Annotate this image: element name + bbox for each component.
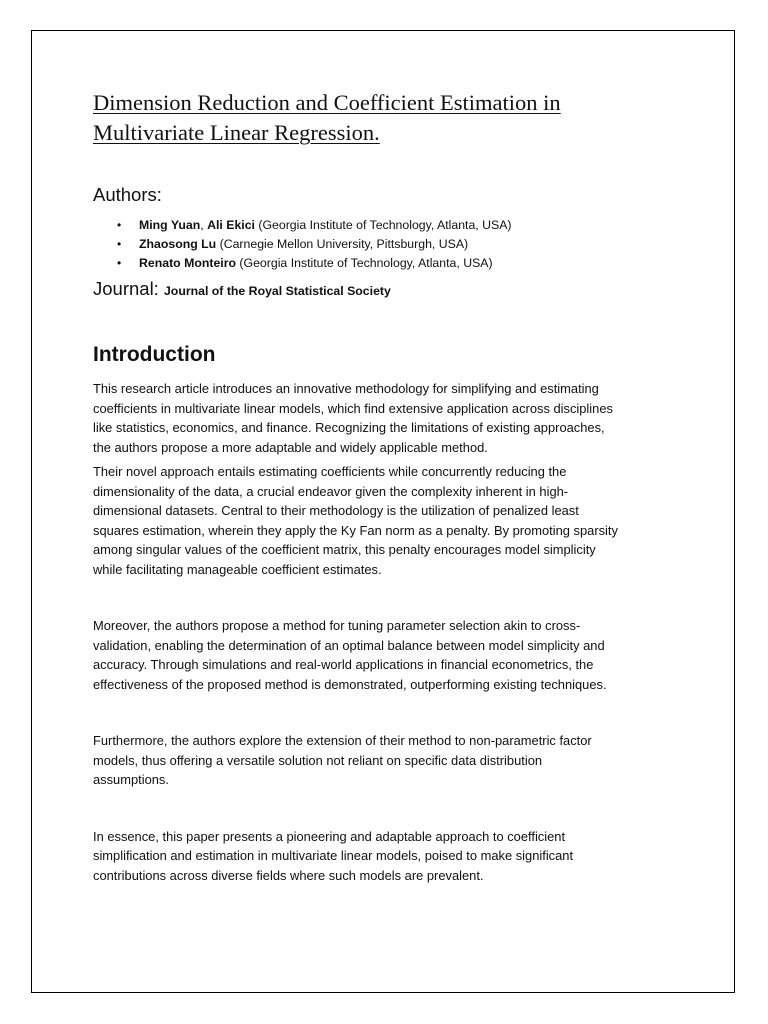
bullet-icon: • [117, 237, 122, 251]
journal-name: Journal of the Royal Statistical Society [163, 284, 391, 298]
paragraph [93, 731, 683, 790]
author-list [93, 216, 683, 273]
paragraph-line: coefficients in multivariate linear models, which find extensive application across disciplines [93, 400, 613, 416]
paragraph-line: assumptions. [93, 772, 169, 787]
paragraph [93, 379, 683, 457]
paragraph-line: dimensional datasets. Central to their methodology is the utilization of penalized least [93, 503, 579, 518]
paragraph-line: validation, enabling the determination of an optimal balance between model simplicity and [93, 637, 605, 653]
paragraph-line: Moreover, the authors propose a method for tuning parameter selection akin to cross- [93, 618, 581, 633]
paragraph-line: dimensionality of the data, a crucial endeavor given the complexity inherent in high- [93, 483, 569, 499]
section-heading: Introduction [93, 343, 216, 366]
paragraph [93, 462, 683, 579]
authors-heading: Authors: [93, 184, 162, 205]
bullet-icon: • [117, 256, 122, 270]
author-item [117, 235, 683, 254]
paragraph-line: among singular values of the coefficient matrix, this penalty encourages model simplicity [93, 542, 596, 557]
author-item [117, 254, 683, 273]
paragraph-line: squares estimation, wherein they apply the Ky Fan norm as a penalty. By promoting sparsity [93, 522, 618, 538]
paragraph-line: accuracy. Through simulations and real-world applications in financial econometrics, the [93, 657, 594, 672]
paragraph-line: while facilitating manageable coefficient estimates. [93, 561, 382, 577]
author-item [117, 216, 683, 235]
document-page [31, 30, 735, 993]
paragraph [93, 616, 683, 694]
journal-line [93, 278, 683, 302]
paragraph-line: models, thus offering a versatile solution not reliant on specific data distribution [93, 752, 543, 768]
title-line: Dimension Reduction and Coefficient Estimation in [93, 90, 561, 115]
paragraph-line: Their novel approach entails estimating coefficients while concurrently reducing the [93, 464, 567, 479]
journal-label: Journal: [93, 278, 164, 299]
paragraph [93, 827, 683, 886]
author-name: Ming Yuan [139, 218, 201, 232]
author-name: Renato Monteiro [139, 256, 237, 270]
author-affiliation: (Georgia Institute of Technology, Atlanta, USA) [236, 256, 493, 270]
author-name: Zhaosong Lu [139, 237, 217, 251]
paragraph-line: contributions across diverse fields where such models are prevalent. [93, 867, 484, 883]
paragraph-line: This research article introduces an innovative methodology for simplifying and estimating [93, 381, 599, 396]
paragraph-line: In essence, this paper presents a pioneering and adaptable approach to coefficient [93, 828, 566, 844]
paragraph-line: effectiveness of the proposed method is demonstrated, outperforming existing techniques. [93, 676, 607, 692]
paragraph-line: Furthermore, the authors explore the extension of their method to non-parametric factor [93, 733, 592, 748]
paragraph-line: simplification and estimation in multivariate linear models, poised to make significant [93, 848, 574, 863]
document-content [93, 88, 683, 885]
author-separator: , [200, 218, 208, 232]
author-name: Ali Ekici [207, 218, 255, 232]
bullet-icon: • [117, 218, 122, 232]
title-line: Multivariate Linear Regression. [93, 119, 380, 145]
paragraph-line: like statistics, economics, and finance. Recognizing the limitations of existing approaches, [93, 420, 605, 435]
author-affiliation: (Carnegie Mellon University, Pittsburgh, USA) [216, 237, 469, 251]
paragraph-line: the authors propose a more adaptable and widely applicable method. [93, 439, 488, 455]
author-affiliation: (Georgia Institute of Technology, Atlanta, USA) [254, 218, 512, 232]
document-title [93, 88, 683, 147]
